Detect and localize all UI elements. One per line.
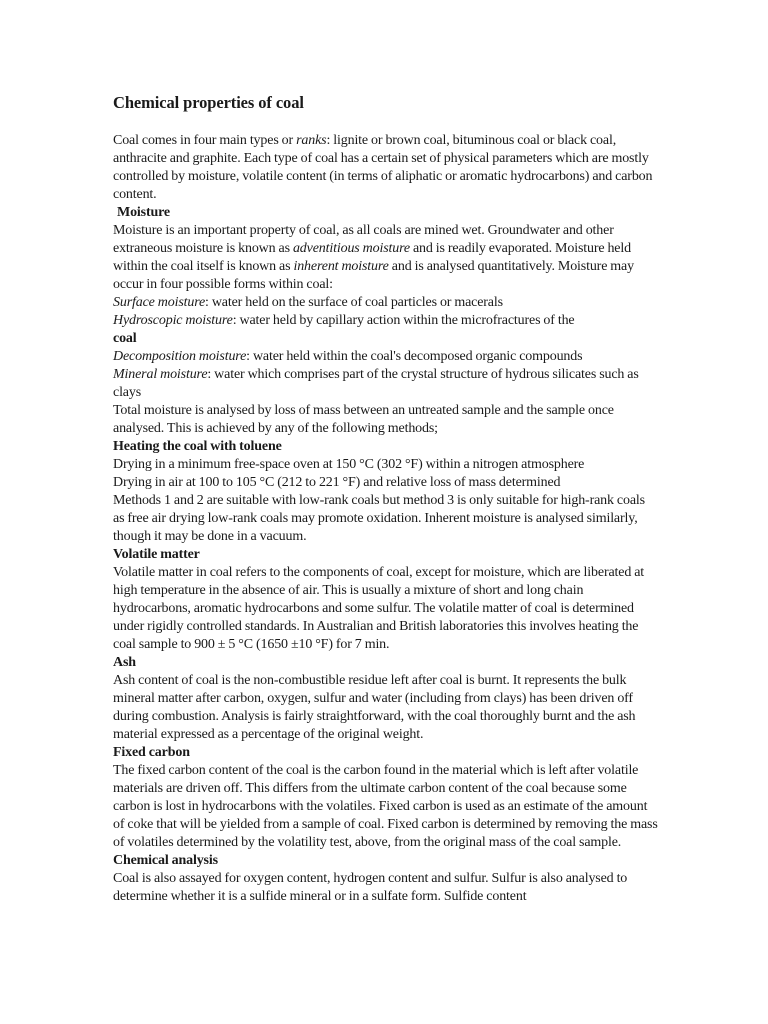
moisture-coal-word: coal bbox=[113, 331, 137, 346]
document-body bbox=[113, 132, 658, 906]
ash-paragraph: Ash content of coal is the non-combustible residue left after coal is burnt. It represents the bulk mineral matter after carbon, oxygen, sulfur and water (including from clays) has been driven off during combustion. Analysis is fairly straightforward, with the coal thoroughly burnt and the ash material expressed as a percentage of the original weight. bbox=[113, 673, 636, 742]
page-title: Chemical properties of coal bbox=[113, 93, 304, 112]
moisture-form-decomposition bbox=[113, 348, 658, 366]
moisture-paragraph bbox=[113, 222, 658, 294]
intro-paragraph bbox=[113, 132, 658, 204]
moisture-form-desc: : water held by capillary action within the microfractures of the bbox=[232, 313, 575, 328]
intro-text-pre: Coal comes in four main types or bbox=[113, 133, 297, 148]
moisture-form-desc: : water held within the coal's decomposed organic compounds bbox=[246, 349, 583, 364]
total-moisture-paragraph: Total moisture is analysed by loss of mass between an untreated sample and the sample once analysed. This is achieved by any of the following methods; bbox=[113, 403, 614, 436]
volatile-heading: Volatile matter bbox=[113, 547, 200, 562]
ash-heading: Ash bbox=[113, 655, 136, 670]
moisture-form-term: Hydroscopic moisture bbox=[113, 313, 233, 328]
volatile-paragraph: Volatile matter in coal refers to the components of coal, except for moisture, which are liberated at high temperature in the absence of air. This is usually a mixture of short and long chain hydrocarbons, aromatic hydrocarbons and some sulfur. The volatile matter of coal is determined under rigidly controlled standards. In Australian and British laboratories this involves heating the coal sample to 900 ± 5 °C (1650 ±10 °F) for 7 min. bbox=[113, 565, 645, 652]
moisture-form-term: Decomposition moisture bbox=[113, 349, 247, 364]
method-heading: Heating the coal with toluene bbox=[113, 439, 282, 454]
method-line-1: Drying in a minimum free-space oven at 150 °C (302 °F) within a nitrogen atmosphere bbox=[113, 457, 585, 472]
intro-text-ranks: ranks bbox=[296, 133, 327, 148]
method-line-2: Drying in air at 100 to 105 °C (212 to 221 °F) and relative loss of mass determined bbox=[113, 475, 561, 490]
moisture-form-desc: : water which comprises part of the crystal structure of hydrous silicates such as clays bbox=[113, 367, 639, 400]
moisture-form-desc: : water held on the surface of coal particles or macerals bbox=[205, 295, 503, 310]
moisture-text-c: and is analysed quantitatively. Moisture may occur in four possible forms within coal: bbox=[113, 259, 634, 292]
document-page bbox=[113, 92, 658, 906]
moisture-term-inherent: inherent moisture bbox=[293, 259, 389, 274]
moisture-form-hydroscopic bbox=[113, 312, 658, 330]
method-line-3: Methods 1 and 2 are suitable with low-rank coals but method 3 is only suitable for high-rank coals as free air drying low-rank coals may promote oxidation. Inherent moisture is analysed similarly, though it may be done in a vacuum. bbox=[113, 493, 645, 544]
moisture-term-adventitious: adventitious moisture bbox=[292, 241, 410, 256]
moisture-text-b: and is readily evaporated. Moisture held within the coal itself is known as bbox=[113, 241, 631, 274]
moisture-form-term: Surface moisture bbox=[113, 295, 206, 310]
fixed-carbon-paragraph: The fixed carbon content of the coal is the carbon found in the material which is left after volatile materials are driven off. This differs from the ultimate carbon content of the coal because some carbon is lost in hydrocarbons with the volatiles. Fixed carbon is used as an estimate of the amount of coke that will be yielded from a sample of coal. Fixed carbon is determined by removing the mass of volatiles determined by the volatility test, above, from the original mass of the coal sample. bbox=[113, 763, 658, 850]
moisture-form-term: Mineral moisture bbox=[113, 367, 208, 382]
intro-text-post: : lignite or brown coal, bituminous coal or black coal, anthracite and graphite. Each type of coal has a certain set of physical parameters which are mostly controlled by moisture, volatile content (in terms of aliphatic or aromatic hydrocarbons) and carbon content. bbox=[113, 133, 653, 202]
chemical-analysis-heading: Chemical analysis bbox=[113, 853, 218, 868]
moisture-form-mineral bbox=[113, 366, 658, 402]
moisture-form-surface bbox=[113, 294, 658, 312]
moisture-text-a: Moisture is an important property of coal, as all coals are mined wet. Groundwater and other extraneous moisture is known as bbox=[113, 223, 614, 256]
chemical-analysis-paragraph: Coal is also assayed for oxygen content, hydrogen content and sulfur. Sulfur is also analysed to determine whether it is a sulfide mineral or in a sulfate form. Sulfide content bbox=[113, 871, 628, 904]
moisture-heading: Moisture bbox=[117, 205, 170, 220]
fixed-carbon-heading: Fixed carbon bbox=[113, 745, 190, 760]
